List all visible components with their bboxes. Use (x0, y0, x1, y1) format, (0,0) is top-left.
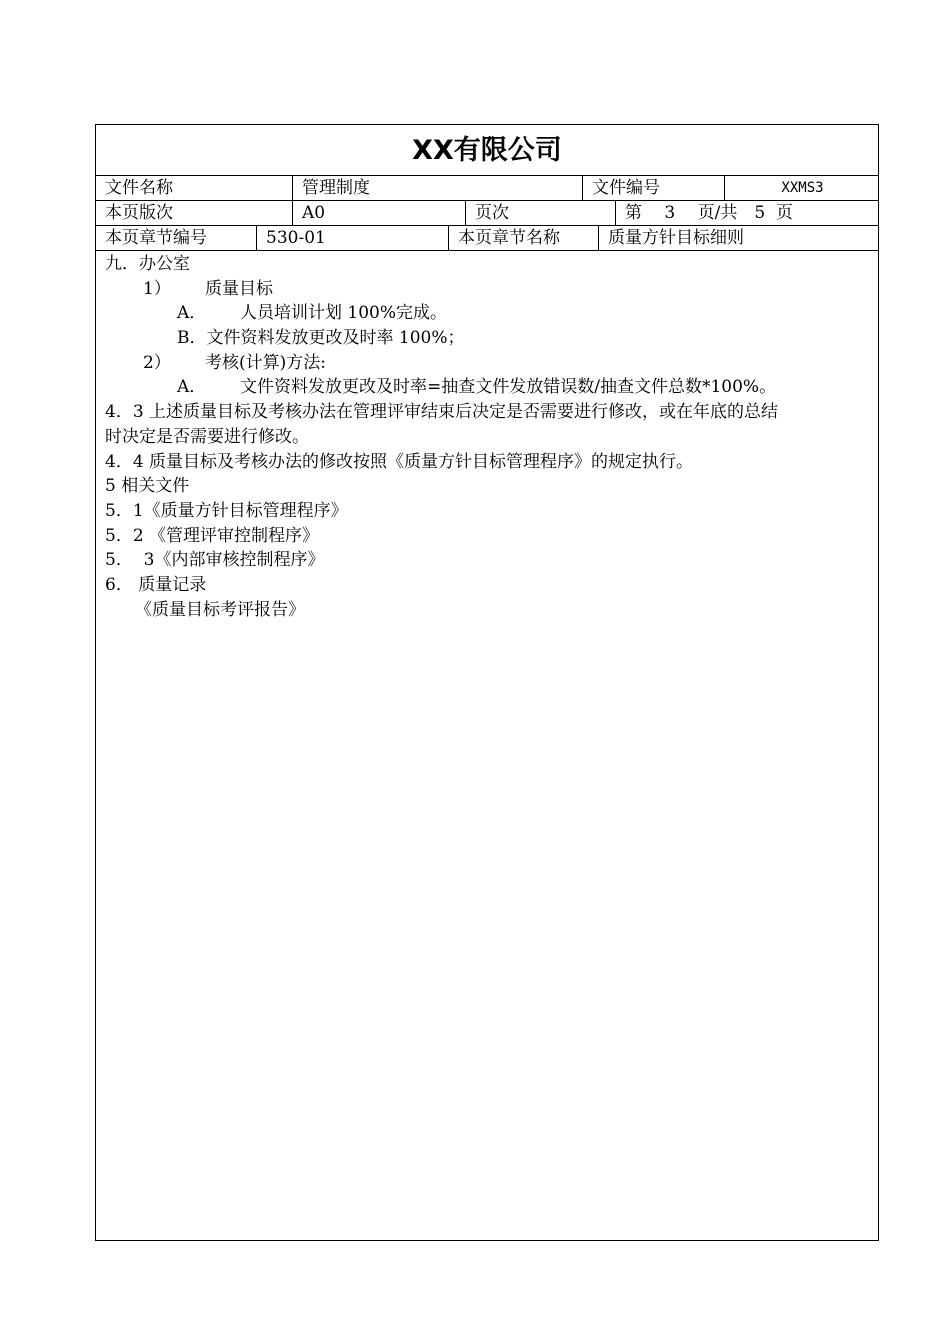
office-heading: 九．办公室 (105, 254, 190, 274)
section-no-value: 530-01 (256, 226, 448, 250)
assessment-method-heading: 2） 考核(计算)方法: (143, 352, 326, 373)
doc-no-label: 文件编号 (582, 176, 724, 200)
related-doc-5-1: 5．1《质量方针目标管理程序》 (105, 500, 348, 521)
document-body (105, 252, 872, 622)
page-value: 第 3 页/共 5 页 (615, 201, 880, 225)
header-row-3 (96, 226, 878, 251)
quality-record-item: 《质量目标考评报告》 (135, 599, 305, 620)
header-row-1 (96, 176, 878, 201)
doc-no-value: XXMS3 (724, 176, 880, 200)
goal-item-b: B．文件资料发放更改及时率 100%； (177, 328, 465, 349)
header-row-2 (96, 201, 878, 226)
document-frame (95, 124, 879, 1241)
doc-name-value: 管理制度 (292, 176, 582, 200)
goal-item-a: A． 人员培训计划 100%完成。 (177, 303, 448, 324)
version-label: 本页版次 (105, 203, 173, 223)
quality-goal-heading: 1） 质量目标 (143, 278, 273, 299)
paragraph-4-4: 4．4 质量目标及考核办法的修改按照《质量方针目标管理程序》的规定执行。 (105, 451, 694, 472)
section-name-label: 本页章节名称 (448, 226, 598, 250)
related-docs-heading: 5 相关文件 (105, 476, 190, 497)
version-value: A0 (292, 201, 465, 225)
method-item-a: A． 文件资料发放更改及时率=抽查文件发放错误数/抽查文件总数*100%。 (177, 377, 777, 398)
paragraph-4-3-line1: 4．3 上述质量目标及考核办法在管理评审结束后决定是否需要进行修改，或在年底的总结 (105, 402, 779, 423)
page-label: 页次 (465, 201, 615, 225)
doc-name-label: 文件名称 (105, 178, 173, 198)
company-title: XX有限公司 (96, 125, 878, 176)
related-doc-5-3: 5． 3《内部审核控制程序》 (105, 550, 325, 571)
section-no-label: 本页章节编号 (105, 228, 207, 248)
paragraph-4-3-line2: 时决定是否需要进行修改。 (105, 426, 309, 447)
related-doc-5-2: 5．2 《管理评审控制程序》 (105, 525, 320, 546)
section-name-value: 质量方针目标细则 (598, 226, 880, 250)
quality-records-heading: 6． 质量记录 (105, 574, 207, 595)
